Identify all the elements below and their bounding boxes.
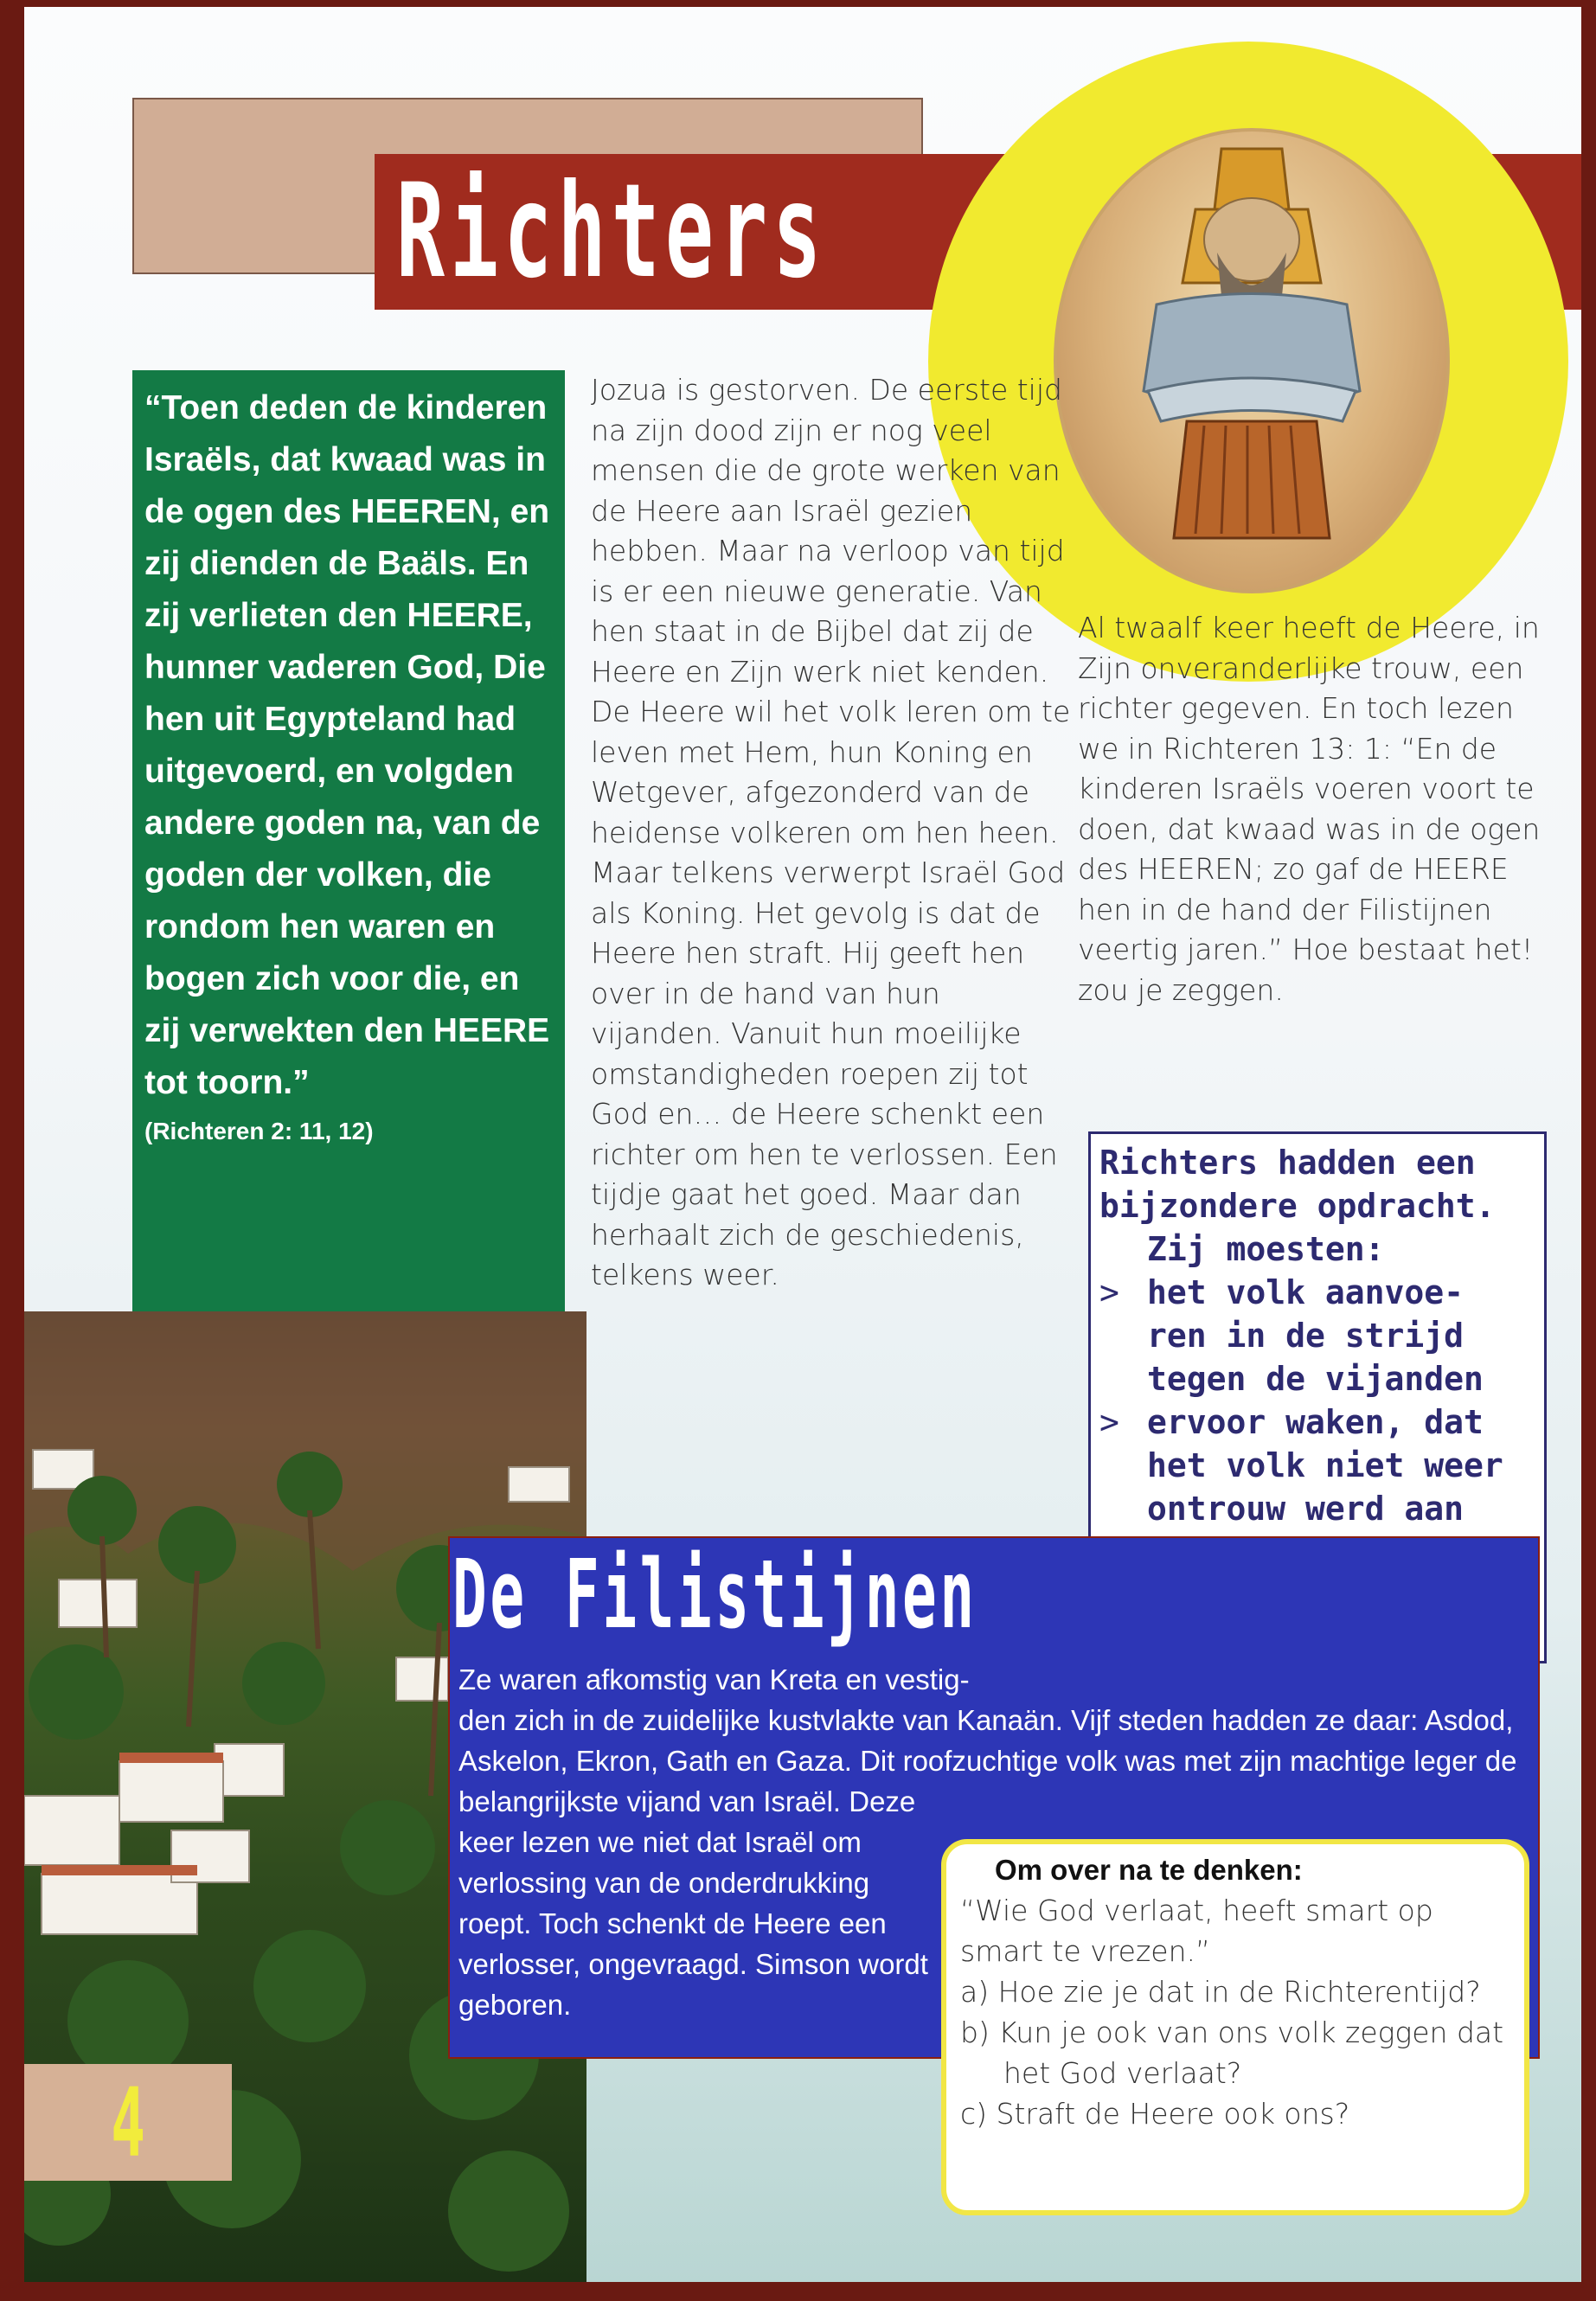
filistijnen-text-paragraph: den zich in de zuidelijke kustvlakte van Kanaän. Vijf steden hadden ze daar: Asdod, Askelon, Ekron, Gath en Gaza. Dit roofzuchtige volk was met zijn machtige leger de belangrijkste vijand van Israël. Deze xyxy=(458,1704,1517,1817)
statue-illustration xyxy=(1057,131,1446,590)
reflection-box xyxy=(941,1839,1529,2215)
reflection-question: a) Hoe zie je dat in de Richterentijd? xyxy=(960,1975,1481,2009)
magazine-page xyxy=(24,7,1581,2282)
task-item-line: > het volk aanvoe- xyxy=(1099,1271,1535,1314)
filistijnen-title: De Filistijnen xyxy=(452,1539,977,1650)
reflection-question: c) Straft de Heere ook ons? xyxy=(960,2097,1350,2131)
intro-text: Jozua is gestorven. De eerste tijd na zijn dood zijn er nog veel mensen die de grote werken van de Heere aan Israël gezien hebben. Maar na verloop van tijd is er een nieuwe generatie. Van hen staat in de Bijbel dat zij de Heere en Zijn werk niet kenden. De Heere wil het volk leren om te leven met Hem, hun Koning en Wetgever, afgezonderd van de heidense volkeren om hen heen. Maar telkens verwerpt Israël God als Koning. Het gevolg is dat de Heere hen straft. Hij geeft hen over in de hand van hun vijanden. Vanuit hun moeilijke omstandigheden roepen zij tot God en… de Heere schenkt een richter om hen te verlossen. Een tijdje gaat het goed. Maar dan herhaalt zich de geschiedenis, telkens weer. xyxy=(591,373,1071,1292)
task-heading-line: bijzondere opdracht. xyxy=(1099,1187,1496,1225)
scripture-quote-text: “Toen deden de kinderen Israëls, dat kwaad was in de ogen des HEEREN, en zij dienden de Baäls. En zij verlieten den HEERE, hunner vaderen God, Die hen uit Egypteland had uitgevoerd, en volgden andere goden na, van de goden der volken, die rondom hen waren en bogen zich voor die, en zij verwekten den HEERE tot toorn.” xyxy=(144,389,550,1101)
page-number: 4 xyxy=(111,2067,145,2178)
filistijnen-text-line: Ze waren afkomstig van Kreta en vestig- xyxy=(458,1663,970,1695)
scripture-quote-box xyxy=(132,370,565,1313)
reflection-question: b) Kun je ook van ons volk zeggen dat het God verlaat? xyxy=(960,2016,1504,2090)
arrow-bullet: > xyxy=(1099,1273,1119,1311)
task-item-line: ren in de strijd xyxy=(1147,1317,1465,1355)
task-item-line: het volk niet weer xyxy=(1147,1446,1503,1484)
task-item-line: tegen de vijanden xyxy=(1147,1360,1484,1398)
task-item-line: ontrouw werd aan xyxy=(1147,1490,1465,1528)
page-number-badge xyxy=(24,2064,232,2181)
idol-statue-image xyxy=(1054,128,1450,593)
task-item-line: > ervoor waken, dat xyxy=(1099,1400,1535,1444)
reflection-heading: Om over na te denken: xyxy=(995,1854,1303,1886)
arrow-bullet: > xyxy=(1099,1403,1119,1441)
page-title: Richters xyxy=(396,157,827,307)
task-heading-line: Richters hadden een xyxy=(1099,1144,1476,1182)
scripture-reference: (Richteren 2: 11, 12) xyxy=(144,1118,374,1144)
twelve-judges-text: Al twaalf keer heeft de Heere, in Zijn onveranderlijke trouw, een richter gegeven. En toch lezen we in Richteren 13: 1: “En de kinderen Israëls voeren voort te doen, dat kwaad was in de ogen des HEEREN; zo gaf de HEERE hen in de hand der Filistijnen veertig jaren.” Hoe bestaat het! zou je zeggen. xyxy=(1078,611,1541,1007)
filistijnen-text-closing: keer lezen we niet dat Israël om verlossing van de onderdrukking roept. Toch schenkt de Heere een verlosser, ongevraagd. Simson wordt geboren. xyxy=(458,1826,928,2021)
reflection-quote: “Wie God verlaat, heeft smart op smart te vrezen.” xyxy=(960,1894,1433,1968)
task-heading-line: Zij moesten: xyxy=(1147,1230,1385,1268)
